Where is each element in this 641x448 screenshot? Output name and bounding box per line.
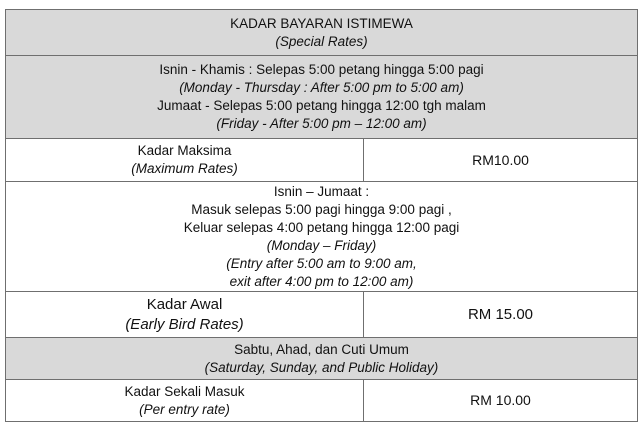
- per-entry-rate-price: RM 10.00: [470, 392, 531, 408]
- table-title: KADAR BAYARAN ISTIMEWA: [230, 15, 413, 31]
- early-bird-conditions-cell: [6, 182, 638, 292]
- maximum-rate-price: RM10.00: [472, 151, 529, 168]
- weekday-night-line-1: Isnin - Khamis : Selepas 5:00 petang hingga 5:00 pagi: [159, 62, 484, 77]
- maximum-rate-row: [6, 139, 638, 182]
- per-entry-rate-row: [6, 380, 638, 422]
- maximum-rate-label-cell: [6, 139, 364, 182]
- weekday-night-line-3: Jumaat - Selepas 5:00 petang hingga 12:00 tgh malam: [157, 98, 486, 113]
- early-bird-rate-label-cell: [6, 292, 364, 338]
- early-bird-rate-row: [6, 292, 638, 338]
- weekend-row: [6, 338, 638, 380]
- table-subtitle: (Special Rates): [275, 33, 368, 49]
- per-entry-rate-label: Kadar Sekali Masuk: [124, 383, 245, 399]
- per-entry-rate-price-cell: [364, 380, 638, 422]
- early-bird-line-3: Keluar selepas 4:00 petang hingga 12:00 pagi: [183, 219, 460, 235]
- weekend-title: Sabtu, Ahad, dan Cuti Umum: [234, 341, 409, 357]
- early-bird-line-1: Isnin – Jumaat :: [273, 183, 370, 199]
- early-bird-line-5: (Entry after 5:00 am to 9:00 am,: [226, 255, 417, 271]
- special-rates-table: [5, 9, 638, 422]
- early-bird-line-2: Masuk selepas 5:00 pagi hingga 9:00 pagi ,: [191, 201, 452, 217]
- weekend-cell: [6, 338, 638, 380]
- early-bird-rate-price: RM 15.00: [467, 305, 534, 323]
- early-bird-line-6: exit after 4:00 pm to 12:00 am): [229, 273, 414, 289]
- header-cell: [6, 10, 638, 56]
- maximum-rate-label-en: (Maximum Rates): [131, 161, 238, 176]
- maximum-rate-price-cell: [364, 139, 638, 182]
- weekday-night-row: [6, 56, 638, 139]
- maximum-rate-label: Kadar Maksima: [137, 143, 232, 158]
- early-bird-conditions-row: [6, 182, 638, 292]
- header-row: [6, 10, 638, 56]
- weekday-night-line-4: (Friday - After 5:00 pm – 12:00 am): [216, 116, 427, 131]
- early-bird-rate-price-cell: [364, 292, 638, 338]
- early-bird-rate-label: Kadar Awal: [146, 295, 223, 313]
- early-bird-line-4: (Monday – Friday): [266, 237, 377, 253]
- early-bird-rate-label-en: (Early Bird Rates): [125, 315, 244, 333]
- weekend-subtitle: (Saturday, Sunday, and Public Holiday): [204, 359, 439, 375]
- weekday-night-line-2: (Monday - Thursday : After 5:00 pm to 5:00 am): [179, 80, 464, 95]
- per-entry-rate-label-cell: [6, 380, 364, 422]
- per-entry-rate-label-en: (Per entry rate): [139, 401, 230, 417]
- weekday-night-cell: [6, 56, 638, 139]
